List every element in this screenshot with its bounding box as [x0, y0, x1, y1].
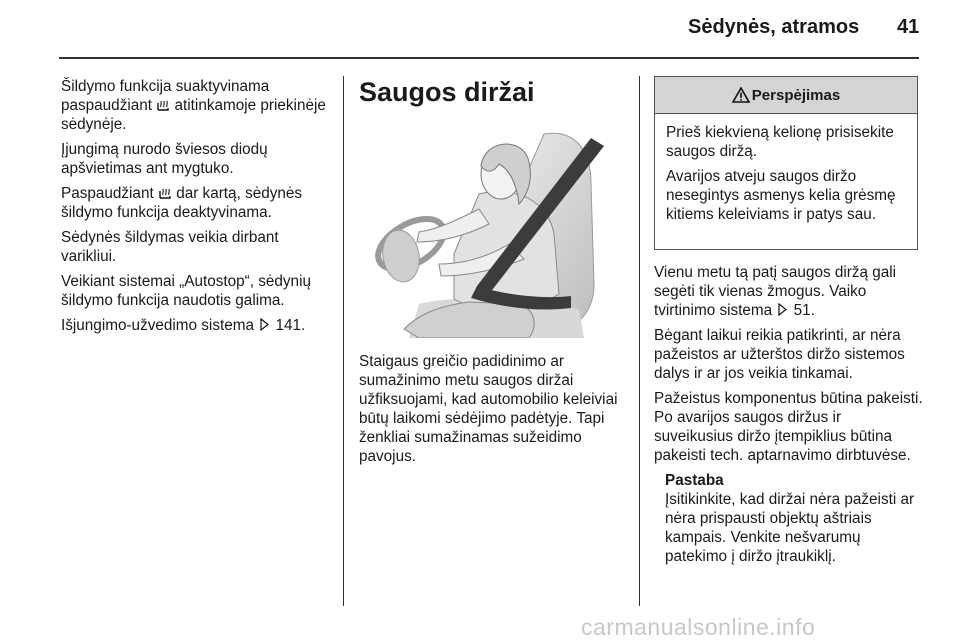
left-column: [61, 77, 336, 341]
middle-column-title: [359, 76, 631, 108]
page-link[interactable]: 51.: [793, 302, 815, 319]
paragraph: Bėgant laikui reikia patikrinti, ar nėra pažeistos ar užterštos diržo sistemos dalys ir ar jos veikia tinkamai.: [654, 327, 905, 382]
page-reference-icon: [777, 303, 788, 316]
warning-heading-text: Perspėjimas: [751, 86, 841, 104]
header-rule: [59, 57, 919, 59]
warning-triangle-icon: [732, 87, 750, 103]
paragraph: [61, 77, 336, 134]
warning-box: [654, 76, 918, 250]
text: Vienu metu tą patį saugos diržą gali segėti tik vienas žmogus. Vaiko tvirtinimo sistema: [654, 264, 897, 319]
text: Išjungimo-užvedimo sistema: [61, 317, 254, 334]
page-header-title: Sėdynės, atramos: [688, 16, 860, 38]
paragraph: Įjungimą nurodo šviesos diodų apšvietimas ant mygtuko.: [61, 141, 268, 177]
column-divider: [639, 76, 640, 606]
note-heading: Pastaba: [665, 472, 724, 489]
seat-heating-icon: [158, 186, 172, 200]
note-text: Įsitikinkite, kad diržai nėra pažeisti ar nėra prispausti objektų aštriais kampais. Venkite nešvarumų patekimo į diržo įtraukiklį.: [665, 491, 915, 565]
paragraph: Staigaus greičio padidinimo ar sumažinimo metu saugos diržai užfiksuojami, kad automobilio keleiviai būtų laikomi sėdėjimo padėtyje. Tapi ženkliai sumažinamas sužeidimo pavojus.: [359, 353, 618, 465]
text: atitinkamoje priekinėje sėdynėje.: [61, 97, 326, 133]
paragraph: Avarijos atveju saugos diržo nesegintys asmenys kelia grėsmę kitiems keleiviams ir patys sau.: [666, 168, 896, 223]
warning-heading: [655, 77, 917, 114]
seat-heating-icon: [156, 98, 170, 112]
text: dar kartą, sėdynės šildymo funkcija deaktyvinama.: [61, 185, 303, 221]
seat-belt-illustration: [359, 124, 622, 338]
warning-body: [655, 114, 917, 224]
page-reference-icon: [259, 318, 270, 331]
paragraph: Pažeistus komponentus būtina pakeisti. Po avarijos saugos diržus ir suveikusius diržo įtempiklius būtina pakeisti tech. aptarnavimo dirbtuvėse.: [654, 390, 923, 464]
note-block: [665, 471, 924, 566]
paragraph: [654, 263, 924, 320]
text: Paspaudžiant: [61, 185, 154, 202]
paragraph: [61, 316, 336, 335]
right-column: [654, 263, 924, 566]
paragraph: [61, 184, 336, 222]
paragraph: Veikiant sistemai „Autostop“, sėdynių šildymo funkcija naudotis galima.: [61, 273, 311, 309]
middle-column-text: [359, 352, 631, 472]
paragraph: Prieš kiekvieną kelionę prisisekite saugos diržą.: [666, 124, 894, 160]
page-number: 41: [897, 16, 920, 38]
paragraph: Sėdynės šildymas veikia dirbant varikliui.: [61, 229, 279, 265]
text: Šildymo funkcija suaktyvinama paspaudžiant: [61, 78, 270, 114]
section-title: Saugos diržai: [359, 77, 535, 107]
column-divider: [343, 76, 344, 606]
watermark: carmanualsonline.info: [581, 614, 816, 640]
page-link[interactable]: 141.: [275, 317, 306, 334]
